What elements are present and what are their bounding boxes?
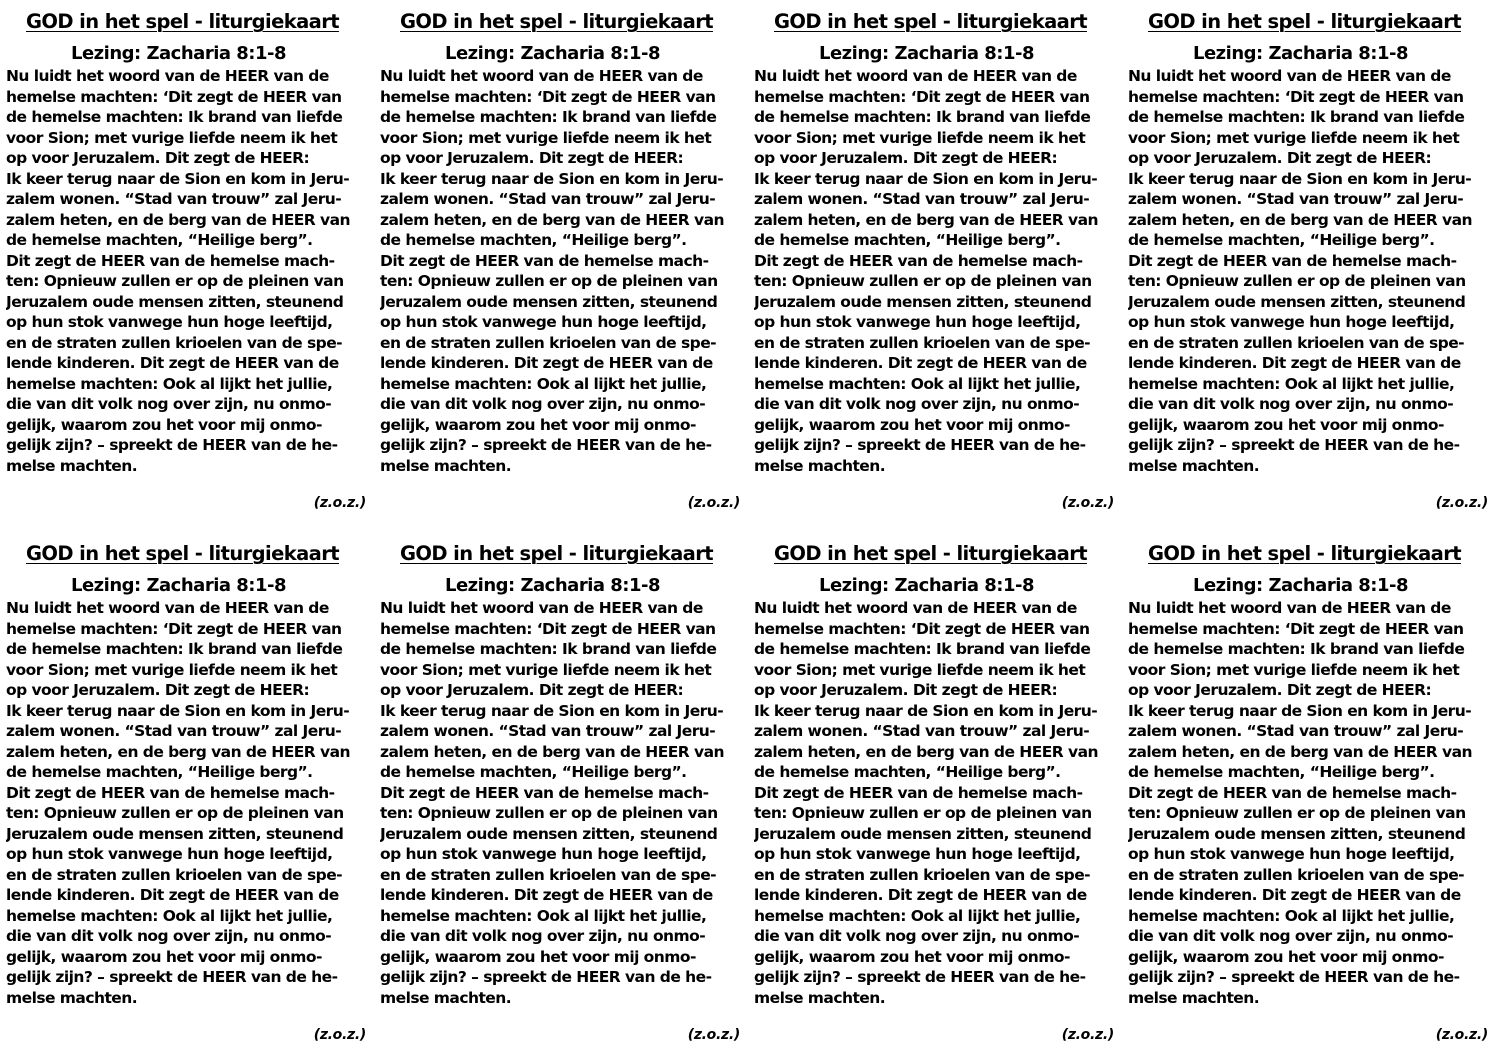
liturgy-card — [1126, 4, 1494, 524]
liturgy-card — [752, 536, 1120, 1056]
reading-line: op voor Jeruzalem. Dit zegt de HEER: — [754, 681, 1058, 699]
reading-line: op voor Jeruzalem. Dit zegt de HEER: — [380, 149, 684, 167]
reading-line: zalem heten, en de berg van de HEER van — [380, 742, 724, 761]
reading-line: Ik keer terug naar de Sion en kom in Jeru- — [1128, 169, 1472, 188]
reading-line: Dit zegt de HEER van de hemelse mach- — [380, 783, 709, 802]
reading-line: zalem wonen. “Stad van trouw” zal Jeru- — [754, 190, 1090, 208]
reading-reference: Lezing: Zacharia 8:1-8 — [71, 575, 287, 596]
reading-line: ten: Opnieuw zullen er op de pleinen van — [380, 272, 718, 290]
reading-line: voor Sion; met vurige liefde neem ik het — [6, 128, 338, 147]
reading-line: lende kinderen. Dit zegt de HEER van de — [380, 354, 713, 372]
reading-line: hemelse machten: Ook al lijkt het jullie, — [1128, 906, 1455, 925]
reading-line: melse machten. — [380, 456, 512, 475]
reading-reference: Lezing: Zacharia 8:1-8 — [445, 43, 661, 64]
reading-line: zalem heten, en de berg van de HEER van — [754, 742, 1098, 761]
reading-line: die van dit volk nog over zijn, nu onmo- — [380, 927, 706, 945]
reading-line: Dit zegt de HEER van de hemelse mach- — [1128, 783, 1457, 802]
reading-line: zalem wonen. “Stad van trouw” zal Jeru- — [6, 190, 342, 208]
reading-line: gelijk zijn? – spreekt de HEER van de he- — [754, 968, 1086, 986]
reading-text — [1128, 66, 1492, 476]
reading-line: en de straten zullen krioelen van de spe- — [380, 865, 717, 884]
reading-line: op hun stok vanwege hun hoge leeftijd, — [754, 313, 1081, 331]
reading-line: hemelse machten: ‘Dit zegt de HEER van — [754, 87, 1090, 106]
card-title: GOD in het spel - liturgiekaart — [774, 10, 1087, 33]
reading-line: de hemelse machten: Ik brand van liefde — [1128, 108, 1465, 126]
reading-line: ten: Opnieuw zullen er op de pleinen van — [1128, 804, 1466, 822]
reading-line: hemelse machten: ‘Dit zegt de HEER van — [380, 619, 716, 638]
reading-line: hemelse machten: Ook al lijkt het jullie, — [754, 374, 1081, 393]
turn-over-note: (z.o.z.) — [1061, 1027, 1114, 1043]
reading-line: Nu luidt het woord van de HEER van de — [754, 67, 1077, 85]
reading-line: Nu luidt het woord van de HEER van de — [6, 599, 329, 617]
reading-line: gelijk zijn? – spreekt de HEER van de he- — [6, 968, 338, 986]
reading-line: zalem heten, en de berg van de HEER van — [754, 210, 1098, 229]
reading-line: op voor Jeruzalem. Dit zegt de HEER: — [1128, 681, 1432, 699]
reading-line: voor Sion; met vurige liefde neem ik het — [754, 660, 1086, 679]
liturgy-card — [1126, 536, 1494, 1056]
reading-line: op hun stok vanwege hun hoge leeftijd, — [1128, 313, 1455, 331]
reading-line: voor Sion; met vurige liefde neem ik het — [754, 128, 1086, 147]
reading-line: gelijk, waarom zou het voor mij onmo- — [1128, 947, 1444, 966]
reading-text — [6, 598, 370, 1008]
reading-line: gelijk zijn? – spreekt de HEER van de he- — [754, 436, 1086, 454]
reading-line: de hemelse machten: Ik brand van liefde — [754, 640, 1091, 658]
reading-line: melse machten. — [1128, 988, 1260, 1007]
reading-line: de hemelse machten: Ik brand van liefde — [6, 108, 343, 126]
reading-line: op voor Jeruzalem. Dit zegt de HEER: — [6, 681, 310, 699]
reading-line: Jeruzalem oude mensen zitten, steunend — [6, 292, 344, 311]
reading-line: gelijk zijn? – spreekt de HEER van de he- — [6, 436, 338, 454]
card-title: GOD in het spel - liturgiekaart — [774, 542, 1087, 565]
reading-line: ten: Opnieuw zullen er op de pleinen van — [380, 804, 718, 822]
turn-over-note: (z.o.z.) — [1435, 1027, 1488, 1043]
reading-line: Ik keer terug naar de Sion en kom in Jeru- — [6, 169, 350, 188]
reading-line: gelijk, waarom zou het voor mij onmo- — [1128, 415, 1444, 434]
reading-line: Nu luidt het woord van de HEER van de — [380, 599, 703, 617]
reading-line: en de straten zullen krioelen van de spe- — [380, 333, 717, 352]
reading-line: zalem wonen. “Stad van trouw” zal Jeru- — [380, 190, 716, 208]
liturgy-card — [378, 536, 746, 1056]
reading-line: gelijk, waarom zou het voor mij onmo- — [380, 947, 696, 966]
liturgy-card — [752, 4, 1120, 524]
reading-line: de hemelse machten, “Heilige berg”. — [754, 231, 1061, 249]
reading-line: Ik keer terug naar de Sion en kom in Jeru- — [1128, 701, 1472, 720]
reading-line: de hemelse machten, “Heilige berg”. — [6, 231, 313, 249]
reading-line: zalem wonen. “Stad van trouw” zal Jeru- — [1128, 722, 1464, 740]
reading-line: de hemelse machten, “Heilige berg”. — [1128, 231, 1435, 249]
turn-over-note: (z.o.z.) — [687, 1027, 740, 1043]
reading-line: Jeruzalem oude mensen zitten, steunend — [1128, 292, 1466, 311]
reading-line: zalem heten, en de berg van de HEER van — [1128, 210, 1472, 229]
reading-reference: Lezing: Zacharia 8:1-8 — [1193, 43, 1409, 64]
reading-line: die van dit volk nog over zijn, nu onmo- — [754, 927, 1080, 945]
reading-line: hemelse machten: Ook al lijkt het jullie, — [754, 906, 1081, 925]
reading-line: op hun stok vanwege hun hoge leeftijd, — [6, 313, 333, 331]
reading-line: hemelse machten: Ook al lijkt het jullie, — [6, 374, 333, 393]
reading-line: die van dit volk nog over zijn, nu onmo- — [380, 395, 706, 413]
reading-line: Jeruzalem oude mensen zitten, steunend — [6, 824, 344, 843]
reading-line: zalem heten, en de berg van de HEER van — [6, 210, 350, 229]
reading-line: lende kinderen. Dit zegt de HEER van de — [6, 886, 339, 904]
reading-reference: Lezing: Zacharia 8:1-8 — [1193, 575, 1409, 596]
reading-line: Jeruzalem oude mensen zitten, steunend — [1128, 824, 1466, 843]
reading-line: ten: Opnieuw zullen er op de pleinen van — [754, 804, 1092, 822]
reading-line: Ik keer terug naar de Sion en kom in Jeru- — [6, 701, 350, 720]
reading-line: melse machten. — [754, 456, 886, 475]
reading-line: hemelse machten: ‘Dit zegt de HEER van — [754, 619, 1090, 638]
reading-line: zalem wonen. “Stad van trouw” zal Jeru- — [6, 722, 342, 740]
reading-line: lende kinderen. Dit zegt de HEER van de — [6, 354, 339, 372]
reading-line: hemelse machten: ‘Dit zegt de HEER van — [380, 87, 716, 106]
reading-line: de hemelse machten: Ik brand van liefde — [6, 640, 343, 658]
reading-line: Dit zegt de HEER van de hemelse mach- — [1128, 251, 1457, 270]
reading-line: en de straten zullen krioelen van de spe- — [6, 333, 343, 352]
turn-over-note: (z.o.z.) — [313, 495, 366, 511]
reading-line: lende kinderen. Dit zegt de HEER van de — [1128, 354, 1461, 372]
reading-line: zalem wonen. “Stad van trouw” zal Jeru- — [754, 722, 1090, 740]
reading-line: melse machten. — [6, 988, 138, 1007]
reading-line: zalem heten, en de berg van de HEER van — [1128, 742, 1472, 761]
reading-line: Ik keer terug naar de Sion en kom in Jeru- — [754, 169, 1098, 188]
reading-line: op hun stok vanwege hun hoge leeftijd, — [6, 845, 333, 863]
reading-line: op hun stok vanwege hun hoge leeftijd, — [1128, 845, 1455, 863]
reading-line: op voor Jeruzalem. Dit zegt de HEER: — [6, 149, 310, 167]
reading-line: Nu luidt het woord van de HEER van de — [6, 67, 329, 85]
reading-line: Dit zegt de HEER van de hemelse mach- — [754, 783, 1083, 802]
reading-text — [380, 66, 744, 476]
reading-text — [1128, 598, 1492, 1008]
reading-line: de hemelse machten: Ik brand van liefde — [380, 108, 717, 126]
reading-line: Dit zegt de HEER van de hemelse mach- — [380, 251, 709, 270]
reading-line: hemelse machten: ‘Dit zegt de HEER van — [6, 87, 342, 106]
reading-line: lende kinderen. Dit zegt de HEER van de — [754, 354, 1087, 372]
reading-line: hemelse machten: Ook al lijkt het jullie, — [6, 906, 333, 925]
reading-line: Jeruzalem oude mensen zitten, steunend — [380, 824, 718, 843]
reading-line: op hun stok vanwege hun hoge leeftijd, — [380, 845, 707, 863]
reading-line: gelijk, waarom zou het voor mij onmo- — [754, 415, 1070, 434]
turn-over-note: (z.o.z.) — [1061, 495, 1114, 511]
liturgy-card — [4, 536, 372, 1056]
reading-line: gelijk, waarom zou het voor mij onmo- — [754, 947, 1070, 966]
reading-line: zalem wonen. “Stad van trouw” zal Jeru- — [380, 722, 716, 740]
reading-line: ten: Opnieuw zullen er op de pleinen van — [6, 272, 344, 290]
reading-line: Ik keer terug naar de Sion en kom in Jeru- — [380, 701, 724, 720]
reading-line: op voor Jeruzalem. Dit zegt de HEER: — [380, 681, 684, 699]
reading-line: Jeruzalem oude mensen zitten, steunend — [380, 292, 718, 311]
reading-line: gelijk zijn? – spreekt de HEER van de he- — [1128, 968, 1460, 986]
reading-line: Jeruzalem oude mensen zitten, steunend — [754, 292, 1092, 311]
reading-line: lende kinderen. Dit zegt de HEER van de — [380, 886, 713, 904]
reading-line: Ik keer terug naar de Sion en kom in Jeru- — [380, 169, 724, 188]
reading-line: Nu luidt het woord van de HEER van de — [380, 67, 703, 85]
reading-line: Nu luidt het woord van de HEER van de — [1128, 67, 1451, 85]
reading-line: Jeruzalem oude mensen zitten, steunend — [754, 824, 1092, 843]
reading-line: die van dit volk nog over zijn, nu onmo- — [1128, 395, 1454, 413]
reading-line: hemelse machten: ‘Dit zegt de HEER van — [6, 619, 342, 638]
reading-text — [754, 66, 1118, 476]
reading-line: de hemelse machten, “Heilige berg”. — [6, 763, 313, 781]
reading-line: de hemelse machten, “Heilige berg”. — [1128, 763, 1435, 781]
reading-line: de hemelse machten: Ik brand van liefde — [1128, 640, 1465, 658]
reading-line: voor Sion; met vurige liefde neem ik het — [1128, 128, 1460, 147]
reading-line: die van dit volk nog over zijn, nu onmo- — [6, 395, 332, 413]
card-title: GOD in het spel - liturgiekaart — [400, 10, 713, 33]
reading-line: de hemelse machten, “Heilige berg”. — [754, 763, 1061, 781]
reading-line: hemelse machten: Ook al lijkt het jullie, — [1128, 374, 1455, 393]
reading-line: en de straten zullen krioelen van de spe- — [754, 865, 1091, 884]
reading-line: lende kinderen. Dit zegt de HEER van de — [1128, 886, 1461, 904]
reading-line: en de straten zullen krioelen van de spe- — [1128, 865, 1465, 884]
liturgy-card — [4, 4, 372, 524]
reading-line: die van dit volk nog over zijn, nu onmo- — [754, 395, 1080, 413]
reading-line: Dit zegt de HEER van de hemelse mach- — [754, 251, 1083, 270]
reading-line: Nu luidt het woord van de HEER van de — [1128, 599, 1451, 617]
reading-line: ten: Opnieuw zullen er op de pleinen van — [1128, 272, 1466, 290]
reading-line: melse machten. — [1128, 456, 1260, 475]
reading-text — [6, 66, 370, 476]
card-title: GOD in het spel - liturgiekaart — [26, 542, 339, 565]
reading-line: ten: Opnieuw zullen er op de pleinen van — [6, 804, 344, 822]
reading-line: die van dit volk nog over zijn, nu onmo- — [1128, 927, 1454, 945]
reading-text — [380, 598, 744, 1008]
reading-line: melse machten. — [754, 988, 886, 1007]
reading-line: op hun stok vanwege hun hoge leeftijd, — [380, 313, 707, 331]
turn-over-note: (z.o.z.) — [313, 1027, 366, 1043]
reading-line: Ik keer terug naar de Sion en kom in Jeru- — [754, 701, 1098, 720]
reading-line: ten: Opnieuw zullen er op de pleinen van — [754, 272, 1092, 290]
reading-line: zalem wonen. “Stad van trouw” zal Jeru- — [1128, 190, 1464, 208]
reading-line: gelijk zijn? – spreekt de HEER van de he- — [380, 436, 712, 454]
reading-line: hemelse machten: Ook al lijkt het jullie, — [380, 906, 707, 925]
reading-line: gelijk zijn? – spreekt de HEER van de he- — [1128, 436, 1460, 454]
reading-text — [754, 598, 1118, 1008]
reading-line: de hemelse machten: Ik brand van liefde — [380, 640, 717, 658]
reading-reference: Lezing: Zacharia 8:1-8 — [819, 575, 1035, 596]
reading-line: op hun stok vanwege hun hoge leeftijd, — [754, 845, 1081, 863]
reading-line: hemelse machten: Ook al lijkt het jullie, — [380, 374, 707, 393]
reading-line: hemelse machten: ‘Dit zegt de HEER van — [1128, 619, 1464, 638]
reading-line: Dit zegt de HEER van de hemelse mach- — [6, 251, 335, 270]
reading-line: voor Sion; met vurige liefde neem ik het — [380, 128, 712, 147]
reading-line: lende kinderen. Dit zegt de HEER van de — [754, 886, 1087, 904]
reading-line: en de straten zullen krioelen van de spe- — [1128, 333, 1465, 352]
reading-reference: Lezing: Zacharia 8:1-8 — [819, 43, 1035, 64]
reading-line: gelijk, waarom zou het voor mij onmo- — [380, 415, 696, 434]
turn-over-note: (z.o.z.) — [1435, 495, 1488, 511]
reading-line: zalem heten, en de berg van de HEER van — [6, 742, 350, 761]
reading-line: zalem heten, en de berg van de HEER van — [380, 210, 724, 229]
reading-line: en de straten zullen krioelen van de spe- — [6, 865, 343, 884]
reading-line: die van dit volk nog over zijn, nu onmo- — [6, 927, 332, 945]
liturgy-card — [378, 4, 746, 524]
reading-line: gelijk zijn? – spreekt de HEER van de he- — [380, 968, 712, 986]
card-title: GOD in het spel - liturgiekaart — [26, 10, 339, 33]
turn-over-note: (z.o.z.) — [687, 495, 740, 511]
reading-line: en de straten zullen krioelen van de spe- — [754, 333, 1091, 352]
reading-line: de hemelse machten: Ik brand van liefde — [754, 108, 1091, 126]
card-title: GOD in het spel - liturgiekaart — [400, 542, 713, 565]
card-title: GOD in het spel - liturgiekaart — [1148, 10, 1461, 33]
card-title: GOD in het spel - liturgiekaart — [1148, 542, 1461, 565]
reading-reference: Lezing: Zacharia 8:1-8 — [71, 43, 287, 64]
reading-line: hemelse machten: ‘Dit zegt de HEER van — [1128, 87, 1464, 106]
reading-line: de hemelse machten, “Heilige berg”. — [380, 763, 687, 781]
reading-line: de hemelse machten, “Heilige berg”. — [380, 231, 687, 249]
reading-line: gelijk, waarom zou het voor mij onmo- — [6, 415, 322, 434]
reading-line: voor Sion; met vurige liefde neem ik het — [380, 660, 712, 679]
reading-line: gelijk, waarom zou het voor mij onmo- — [6, 947, 322, 966]
reading-line: melse machten. — [6, 456, 138, 475]
reading-line: op voor Jeruzalem. Dit zegt de HEER: — [754, 149, 1058, 167]
reading-reference: Lezing: Zacharia 8:1-8 — [445, 575, 661, 596]
reading-line: op voor Jeruzalem. Dit zegt de HEER: — [1128, 149, 1432, 167]
reading-line: Nu luidt het woord van de HEER van de — [754, 599, 1077, 617]
reading-line: melse machten. — [380, 988, 512, 1007]
reading-line: voor Sion; met vurige liefde neem ik het — [1128, 660, 1460, 679]
reading-line: Dit zegt de HEER van de hemelse mach- — [6, 783, 335, 802]
reading-line: voor Sion; met vurige liefde neem ik het — [6, 660, 338, 679]
